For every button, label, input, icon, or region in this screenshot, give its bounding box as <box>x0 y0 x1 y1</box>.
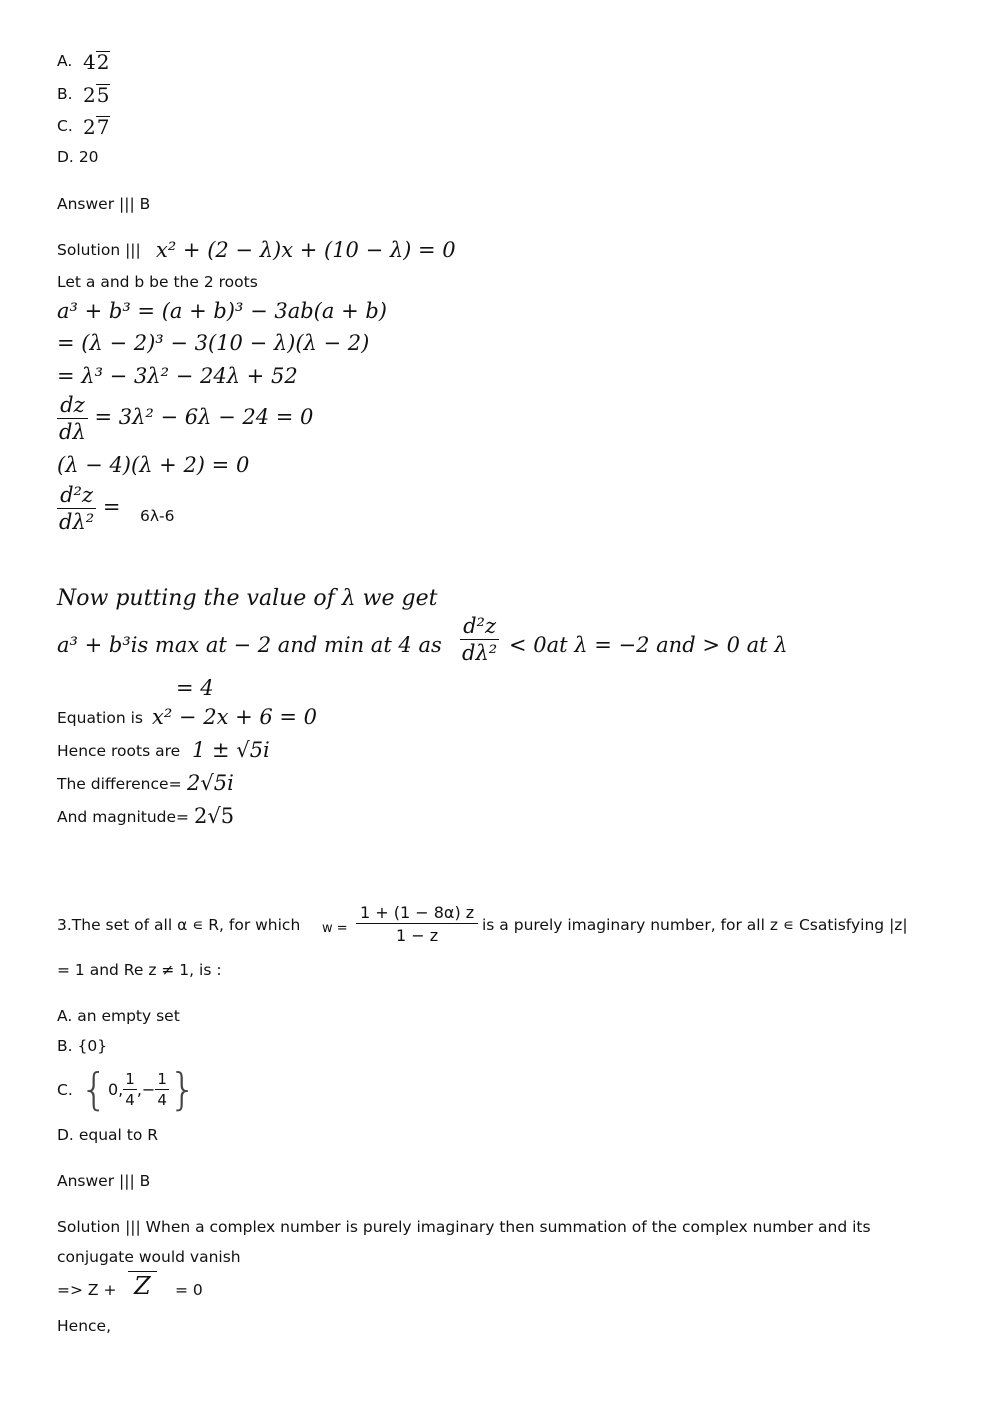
q3-question-a: 3.The set of all α ∊ R, for which <box>57 916 301 934</box>
q2-roots-label: Hence roots are <box>57 742 181 760</box>
q2-max-min-c: = 4 <box>176 676 214 700</box>
q2-difference-label: The difference= <box>57 775 182 793</box>
q2-max-min-frac: $\frac{\text{d²z}}{\text{dλ²}}$ <box>462 614 498 665</box>
q2-solution-equation: x² + (2 − λ)x + (10 − λ) = 0 <box>156 238 456 262</box>
q3-z-conjugate: Z <box>128 1271 157 1300</box>
q2-option-c: C. <box>57 117 73 135</box>
q2-derivative-2: $\frac{\text{d²z}}{\text{dλ²}}$ = <box>59 483 121 534</box>
q2-step-3: = λ³ − 3λ² − 24λ + 52 <box>57 364 298 388</box>
q3-question-c: = 1 and Re z ≠ 1, is : <box>57 961 222 979</box>
q2-option-a-value: 42 <box>83 50 110 74</box>
q2-step-2: = (λ − 2)³ − 3(10 − λ)(λ − 2) <box>57 331 370 355</box>
q2-roots-line: Let a and b be the 2 roots <box>57 273 258 291</box>
q2-option-a: A. <box>57 52 73 70</box>
q3-hence: Hence, <box>57 1317 112 1335</box>
q3-option-c-label: C. <box>57 1081 73 1099</box>
q2-now-putting: Now putting the value of λ we get <box>57 586 438 611</box>
q3-answer: Answer ||| B <box>57 1172 151 1190</box>
q3-w-label: w = <box>322 921 348 936</box>
q2-derivative-1: $\frac{dz}{d\lambda}$ = 3λ² − 6λ − 24 = 0 <box>59 393 314 444</box>
q3-w-fraction: $\frac{1 + (1 - 8\alpha) z}{1 - z}$ <box>356 903 478 945</box>
q3-option-d: D. equal to R <box>57 1126 159 1144</box>
q2-option-d: D. 20 <box>57 148 99 166</box>
q3-question-b: is a purely imaginary number, for all z ∊ Csatisfying |z| <box>482 916 908 934</box>
q3-solution-line-2: conjugate would vanish <box>57 1248 241 1266</box>
q3-implies-a: => Z + <box>57 1281 117 1299</box>
q2-option-b-value: 25 <box>83 83 110 107</box>
q2-step-1: a³ + b³ = (a + b)³ − 3ab(a + b) <box>57 299 387 323</box>
q3-implies-b: = 0 <box>175 1281 203 1299</box>
q2-roots: 1 ± √5i <box>192 738 270 762</box>
q2-option-c-value: 27 <box>83 115 110 139</box>
q2-magnitude: 2√5 <box>194 804 235 828</box>
q2-magnitude-label: And magnitude= <box>57 808 190 826</box>
q3-option-c-value: {0, $\frac{1}{4}$ ,− $\frac{1}{4}$ } <box>80 1064 197 1115</box>
q2-solution-prefix: Solution ||| <box>57 241 141 259</box>
q3-option-a: A. an empty set <box>57 1007 180 1025</box>
q3-option-b: B. {0} <box>57 1037 108 1055</box>
q2-difference: 2√5i <box>187 771 234 795</box>
q2-max-min-a: a³ + b³is max at − 2 and min at 4 as <box>57 633 442 657</box>
q3-solution-line-1: Solution ||| When a complex number is purely imaginary then summation of the complex number and its <box>57 1218 871 1236</box>
q2-equation: x² − 2x + 6 = 0 <box>152 705 318 729</box>
q2-answer: Answer ||| B <box>57 195 151 213</box>
q2-step-5: (λ − 4)(λ + 2) = 0 <box>57 453 250 477</box>
q2-equation-label: Equation is <box>57 709 143 727</box>
q2-step-6: 6λ-6 <box>140 507 175 525</box>
q2-option-b: B. <box>57 85 73 103</box>
q2-max-min-b: < 0at λ = −2 and > 0 at λ <box>509 633 788 657</box>
